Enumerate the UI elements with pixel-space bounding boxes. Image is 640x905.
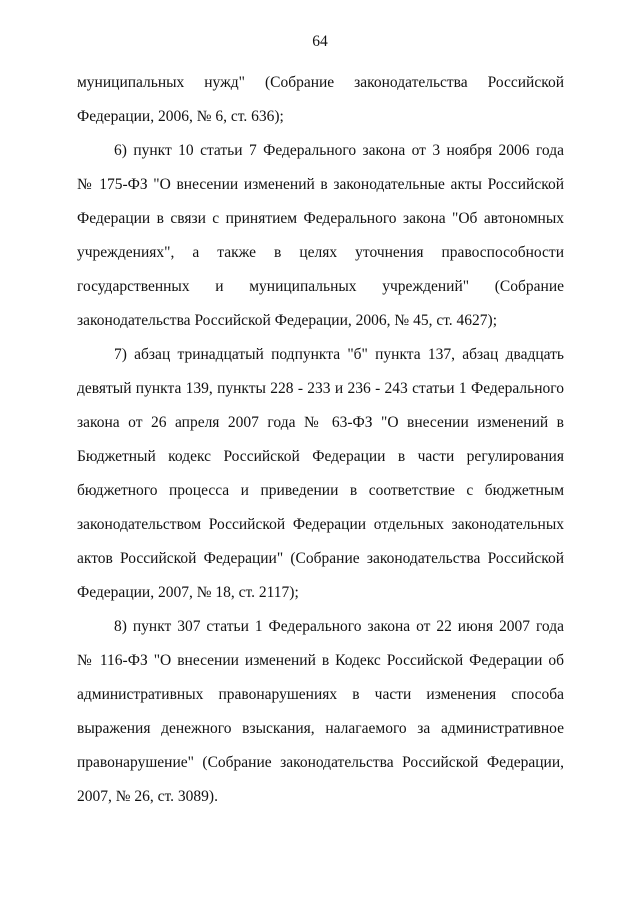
text-line: законодательством Российской Федерации отдельных законодательных xyxy=(77,516,564,533)
text-line: государственных и муниципальных учреждений" (Собрание xyxy=(77,278,564,295)
text-line: закона от 26 апреля 2007 года № 63-ФЗ "О внесении изменений в xyxy=(77,414,564,431)
text-line: № 175-ФЗ "О внесении изменений в законодательные акты Российской xyxy=(77,176,564,193)
paragraph-4 xyxy=(77,610,564,814)
text-line: девятый пункта 139, пункты 228 - 233 и 236 - 243 статьи 1 Федерального xyxy=(77,380,564,397)
text-line: муниципальных нужд" (Собрание законодательства Российской xyxy=(77,74,564,91)
paragraph-1 xyxy=(77,66,564,134)
text-line: 8) пункт 307 статьи 1 Федерального закона от 22 июня 2007 года xyxy=(114,618,564,635)
text-line: № 116-ФЗ "О внесении изменений в Кодекс Российской Федерации об xyxy=(77,652,564,669)
text-line: законодательства Российской Федерации, 2006, № 45, ст. 4627); xyxy=(77,312,498,329)
text-line: 2007, № 26, ст. 3089). xyxy=(77,788,218,805)
text-line: бюджетного процесса и приведении в соответствие с бюджетным xyxy=(77,482,564,499)
text-line: актов Российской Федерации" (Собрание законодательства Российской xyxy=(77,550,564,567)
page-number: 64 xyxy=(312,33,328,50)
text-line: 6) пункт 10 статьи 7 Федерального закона от 3 ноября 2006 года xyxy=(114,142,564,159)
text-line: 7) абзац тринадцатый подпункта "б" пункта 137, абзац двадцать xyxy=(114,346,564,363)
paragraph-2 xyxy=(77,134,564,338)
document-body xyxy=(77,66,564,814)
text-line: Федерации, 2006, № 6, ст. 636); xyxy=(77,108,284,125)
paragraph-3 xyxy=(77,338,564,610)
text-line: Федерации в связи с принятием Федерального закона "Об автономных xyxy=(77,210,564,227)
text-line: Федерации, 2007, № 18, ст. 2117); xyxy=(77,584,299,601)
text-line: правонарушение" (Собрание законодательства Российской Федерации, xyxy=(77,754,564,771)
text-line: Бюджетный кодекс Российской Федерации в части регулирования xyxy=(77,448,564,465)
text-line: учреждениях", а также в целях уточнения правоспособности xyxy=(77,244,564,261)
text-line: административных правонарушениях в части изменения способа xyxy=(77,686,564,703)
text-line: выражения денежного взыскания, налагаемого за административное xyxy=(77,720,564,737)
